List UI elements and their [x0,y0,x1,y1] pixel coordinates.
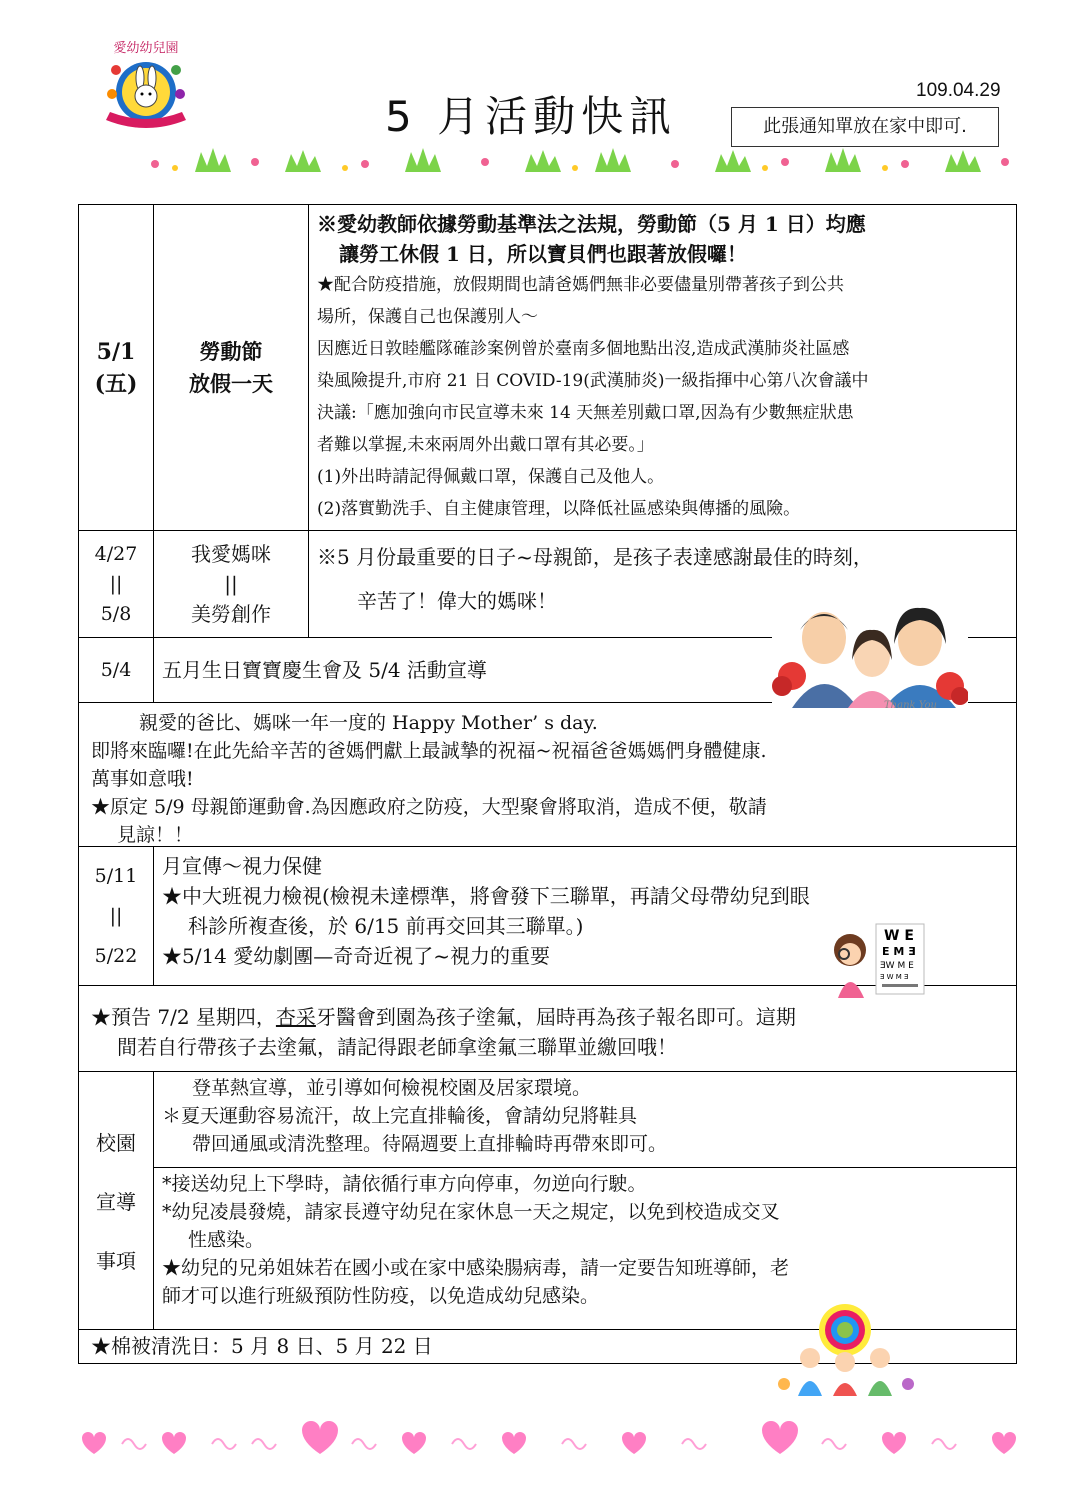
labor-day-line: (2)落實勤洗手、自主健康管理，以降低社區感染與傳播的風險。 [317,499,801,519]
campus-line: 師才可以進行班級預防性防疫，以免造成幼兒感染。 [162,1285,600,1307]
eye-chart-row: W E [884,928,914,944]
campus-line: ★幼兒的兄弟姐妹若在國小或在家中感染腸病毒，請一定要告知班導師，老 [162,1257,790,1279]
logo-text: 愛幼幼兒園 [113,41,179,56]
craft-date-start: 4/27 [94,543,138,565]
campus-row [79,1071,1016,1329]
campus-label: 宣導 [96,1190,136,1214]
labor-day-weekday: (五) [94,370,138,397]
campus-line: 性感染。 [188,1229,265,1251]
labor-day-holiday: 放假一天 [189,370,273,396]
campus-line: ＊夏天運動容易流汗，故上完直排輪後，會請幼兒將鞋具 [162,1105,638,1127]
craft-event-sub: 美勞創作 [191,602,271,626]
birthday-text: 五月生日寶寶慶生會及 5/4 活動宣導 [162,658,487,682]
greeting-line: 見諒！！ [117,824,194,846]
dentist-name: 杏采 [275,1005,316,1029]
craft-event-sep: || [224,572,238,596]
labor-day-content [309,205,1016,530]
fluoride-line-cont: 牙醫會到園為孩子塗氟，屆時再為孩子報名即可。這期 [315,1005,796,1029]
activity-table [78,204,1017,1364]
fluoride-line: 間若自行帶孩子去塗氟，請記得跟老師拿塗氟三聯單並繳回哦！ [117,1035,677,1059]
kids-umbrella-image [770,1300,920,1396]
vision-line: 科診所複查後，於 6/15 前再交回其三聯單。) [188,914,584,938]
labor-day-line: 染風險提升,市府 21 日 COVID-19(武漢肺炎)一級指揮中心第八次會議中 [317,371,869,391]
campus-part-1 [154,1072,1016,1168]
notice-box: 此張通知單放在家中即可. [731,107,999,147]
labor-day-line: 決議:「應加強向市民宣導未來 14 天無差別戴口罩,因為有少數無症狀患 [317,403,854,423]
thank-you-caption: Thank You [884,700,937,711]
eye-chart-girl-image [828,922,928,998]
greeting-line: ★原定 5/9 母親節運動會.為因應政府之防疫，大型聚會將取消，造成不便，敬請 [91,796,767,818]
labor-day-line: 者難以掌握,未來兩周外出戴口罩有其必要。」 [317,435,654,455]
vision-date-sep: || [109,905,123,927]
labor-day-line: 場所，保護自己也保護別人～ [317,307,538,327]
issue-date: 109.04.29 [916,80,1001,101]
labor-day-date: 5/1 [96,338,136,365]
greeting-line: 親愛的爸比、媽咪一年一度的 Happy Mother’ s day. [139,712,598,734]
family-thank-you-image [772,590,968,714]
labor-day-event: 勞動節 [199,338,263,364]
labor-day-headline-cont: 讓勞工休假 1 日，所以寶貝們也跟著放假囉！ [339,242,747,266]
mothers-text-cont: 辛苦了！偉大的媽咪！ [357,589,557,613]
craft-date-sep: || [109,573,123,595]
vision-date-end: 5/22 [94,945,138,967]
craft-event: 我愛媽咪 [191,542,271,566]
fluoride-line: ★預告 7/2 星期四， [91,1005,276,1029]
kindergarten-logo [96,40,196,136]
vision-line: 月宣傳～視力保健 [162,854,322,878]
craft-date-end: 5/8 [100,603,132,625]
campus-line: *幼兒凌晨發燒，請家長遵守幼兒在家休息一天之規定，以免到校造成交叉 [162,1201,780,1223]
labor-day-line: ★配合防疫措施，放假期間也請爸媽們無非必要儘量別帶著孩子到公共 [317,275,844,295]
greeting-line: 即將來臨囉!在此先給辛苦的爸媽們獻上最誠摯的祝福~祝福爸爸媽媽們身體健康. [91,740,767,762]
campus-label: 事項 [96,1249,136,1273]
birthday-date: 5/4 [100,659,132,681]
bedding-text: ★棉被清洗日：5 月 8 日、5 月 22 日 [91,1334,433,1358]
eye-chart-row: Ǝ W M Ǝ [880,973,909,981]
labor-day-headline: ※愛幼教師依據勞動基準法之法規，勞動節（5 月 1 日）均應 [317,212,866,236]
vision-date-start: 5/11 [94,865,138,887]
labor-day-line: (1)外出時請記得佩戴口罩，保護自己及他人。 [317,467,665,487]
campus-label: 校園 [96,1131,136,1155]
labor-day-row [79,205,1016,530]
page-title: 5 月活動快訊 [385,92,678,141]
mothers-text: ※5 月份最重要的日子~母親節，是孩子表達感謝最佳的時刻， [317,545,873,569]
vision-line: ★5/14 愛幼劇團—奇奇近視了~視力的重要 [162,944,551,968]
campus-line: 登革熱宣導，並引導如何檢視校園及居家環境。 [192,1077,592,1099]
eye-chart-row: ƎW M E [880,961,914,971]
grass-flower-border [135,142,1015,174]
campus-line: *接送幼兒上下學時，請依循行車方向停車，勿逆向行駛。 [162,1173,647,1195]
eye-chart-row: E M Ǝ [882,945,916,958]
hearts-border [62,1420,1052,1456]
greeting-line: 萬事如意哦! [91,768,194,790]
labor-day-line: 因應近日敦睦艦隊確診案例曾於臺南多個地點出沒,造成武漢肺炎社區感 [317,339,850,359]
mothers-day-greeting [79,702,1016,846]
vision-line: ★中大班視力檢視(檢視未達標準，將會發下三聯單，再請父母帶幼兒到眼 [162,884,810,908]
campus-line: 帶回通風或清洗整理。待隔週要上直排輪時再帶來即可。 [192,1133,668,1155]
